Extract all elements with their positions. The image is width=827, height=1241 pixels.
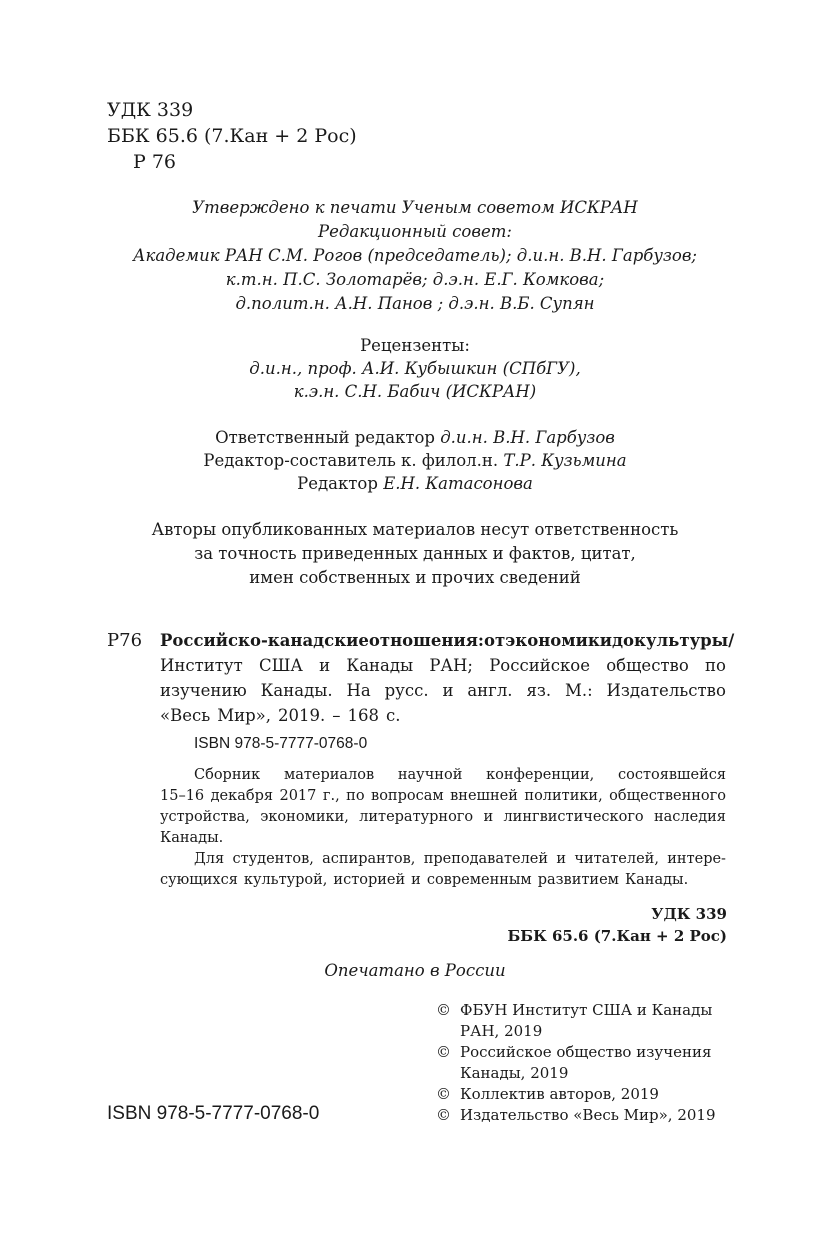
reviewers-heading: Рецензенты: <box>360 336 470 355</box>
word: историей <box>333 872 406 888</box>
editor-role: Ответственный редактор <box>215 428 435 447</box>
word: внешней <box>450 788 518 804</box>
word: Канады. <box>260 681 333 700</box>
word: 2017 <box>279 788 317 804</box>
editorial-board-line: д.полит.н. А.Н. Панов ; д.э.н. В.Б. Супян <box>235 294 595 313</box>
word: вопросам <box>371 788 444 804</box>
word: материалов <box>283 767 375 783</box>
catalog-line <box>160 703 726 728</box>
editor-role: Редактор-составитель к. филол.н. <box>203 451 499 470</box>
word: Сборник <box>194 767 261 783</box>
disclaimer-line: имен собственных и прочих сведений <box>249 568 581 587</box>
word: Российское <box>489 656 590 675</box>
bbk-code: ББК 65.6 (7.Кан + 2 Рос) <box>107 125 357 147</box>
annotation-line <box>160 786 726 807</box>
editorial-board-line: Академик РАН С.М. Рогов (председатель); д.и.н. В.Н. Гарбузов; <box>133 246 697 265</box>
word: по <box>705 656 726 675</box>
compiler-editor <box>100 449 730 472</box>
copyright-item: © Коллектив авторов, 2019 <box>436 1085 659 1103</box>
catalog-code: Р76 <box>107 630 143 651</box>
editor-name: Е.Н. Катасонова <box>383 474 533 493</box>
editorial-board-heading: Редакционный совет: <box>318 222 512 241</box>
word: Издательство <box>606 681 726 700</box>
approval-statement: Утверждено к печати Ученым советом ИСКРАН <box>192 198 638 217</box>
word: студентов, <box>232 851 314 867</box>
copyright-icon: © <box>436 1085 451 1103</box>
word: русс. <box>384 681 429 700</box>
word: общественного <box>609 788 726 804</box>
copyright-icon: © <box>436 1001 451 1019</box>
annotation-line <box>160 807 726 828</box>
word: и <box>442 681 454 700</box>
word: общество <box>606 656 689 675</box>
word: Канады. <box>624 872 689 888</box>
word: РАН; <box>429 656 473 675</box>
catalog-description <box>160 628 735 728</box>
word: США <box>258 656 303 675</box>
word: политики, <box>524 788 603 804</box>
word: яз. <box>526 681 552 700</box>
word: Для <box>194 851 225 867</box>
word: г., <box>322 788 340 804</box>
word: экономики <box>505 631 613 650</box>
catalog-isbn: ISBN 978-5-7777-0768-0 <box>194 735 368 752</box>
catalog-title-line <box>160 628 735 653</box>
udk-code: УДК 339 <box>651 905 727 923</box>
editorial-board-line: к.т.н. П.С. Золотарёв; д.э.н. Е.Г. Комкова; <box>225 270 605 289</box>
word: культурой, <box>243 872 328 888</box>
catalog-line <box>160 678 726 703</box>
word: с. <box>386 706 401 725</box>
copyright-icon: © <box>436 1106 451 1124</box>
word: состоявшейся <box>617 767 726 783</box>
word: и <box>319 656 331 675</box>
bbk-code: ББК 65.6 (7.Кан + 2 Рос) <box>507 927 727 945</box>
word: аспирантов, <box>322 851 416 867</box>
word: 15–16 <box>160 788 205 804</box>
disclaimer-line: Авторы опубликованных материалов несут ответственность <box>151 520 679 539</box>
editor-name: Т.Р. Кузьмина <box>503 451 627 470</box>
word: М.: <box>564 681 593 700</box>
word: литературного <box>359 809 474 825</box>
word: читателей, <box>574 851 659 867</box>
word: развитием <box>537 872 619 888</box>
word: / <box>728 631 735 650</box>
word: 2019. <box>278 706 326 725</box>
classification-block-top <box>107 97 357 175</box>
word: конференции, <box>486 767 595 783</box>
word: преподавателей <box>423 851 549 867</box>
reviewer-line: д.и.н., проф. А.И. Кубышкин (СПбГУ), <box>249 359 581 378</box>
reviewers-block <box>100 334 730 403</box>
copyright-icon: © <box>436 1043 451 1061</box>
approval-block <box>100 196 730 316</box>
word: устройства, <box>160 809 250 825</box>
annotation-line <box>160 849 726 870</box>
printed-in-note: Опечатано в России <box>324 961 506 980</box>
annotation-block <box>160 765 726 891</box>
word: до <box>612 631 635 650</box>
word: лингвистического <box>503 809 644 825</box>
word: изучению <box>160 681 247 700</box>
word: «Весь <box>160 706 211 725</box>
copyright-item: © Издательство «Весь Мир», 2019 <box>436 1106 716 1124</box>
copyright-item: © ФБУН Институт США и Канады РАН, 2019 <box>436 1001 713 1040</box>
author-mark: Р 76 <box>133 151 177 173</box>
editor-role: Редактор <box>297 474 378 493</box>
catalog-line <box>160 653 726 678</box>
word: отношения: <box>368 631 485 650</box>
isbn-bottom: ISBN 978-5-7777-0768-0 <box>107 1103 320 1124</box>
word: наследия <box>653 809 726 825</box>
disclaimer-block <box>100 518 730 590</box>
word: англ. <box>467 681 513 700</box>
word: и <box>483 809 494 825</box>
copyright-item: © Российское общество изучения Канады, 2019 <box>436 1043 712 1082</box>
word: по <box>346 788 365 804</box>
word: и <box>556 851 567 867</box>
word: культуры <box>634 631 729 650</box>
word: и <box>411 872 421 888</box>
copy-editor <box>100 472 730 495</box>
annotation-line <box>160 870 726 891</box>
word: На <box>346 681 371 700</box>
word: сующихся <box>160 872 238 888</box>
annotation-line: Канады. <box>160 830 224 846</box>
disclaimer-line: за точность приведенных данных и фактов, цитат, <box>194 544 636 563</box>
word: Российско-канадские <box>160 631 369 650</box>
word: Мир», <box>217 706 272 725</box>
word: экономики, <box>260 809 349 825</box>
word: современным <box>426 872 532 888</box>
reviewer-line: к.э.н. С.Н. Бабич (ИСКРАН) <box>293 382 537 401</box>
copyright-block <box>436 1000 716 1126</box>
word: от <box>484 631 506 650</box>
udk-code: УДК 339 <box>107 99 194 121</box>
classification-block-bottom <box>507 903 727 947</box>
word: – <box>332 706 341 725</box>
word: Институт <box>160 656 243 675</box>
annotation-line <box>160 765 726 786</box>
word: декабря <box>210 788 274 804</box>
editors-block <box>100 426 730 495</box>
word: интере- <box>667 851 726 867</box>
word: научной <box>397 767 463 783</box>
responsible-editor <box>100 426 730 449</box>
word: 168 <box>347 706 380 725</box>
editor-name: д.и.н. В.Н. Гарбузов <box>440 428 615 447</box>
word: Канады <box>346 656 414 675</box>
